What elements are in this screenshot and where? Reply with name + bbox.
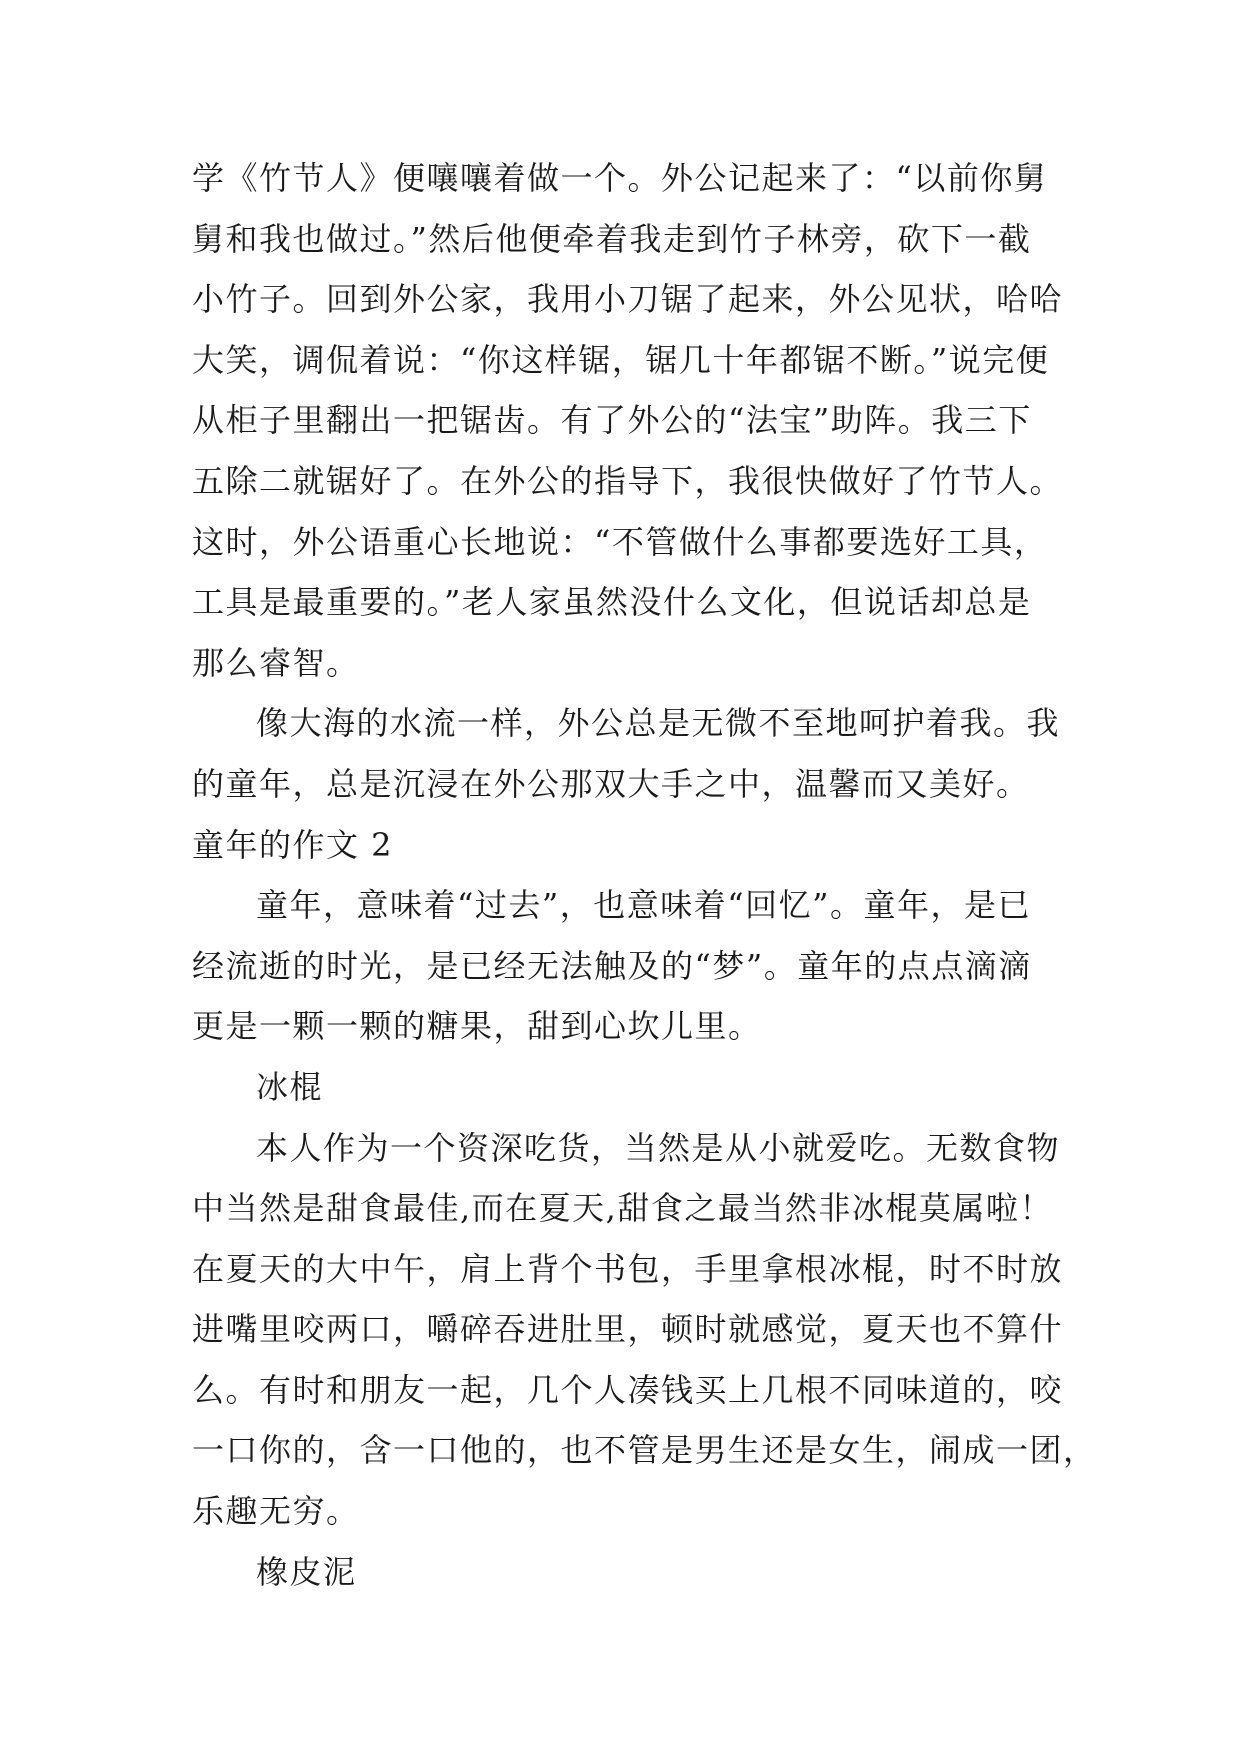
text-line: 舅和我也做过。”然后他便牵着我走到竹子林旁，砍下一截 [192, 219, 1032, 258]
text-line: 大笑，调侃着说：“你这样锯，锯几十年都锯不断。”说完便 [192, 340, 1050, 379]
text-line: 学《竹节人》便嚷嚷着做一个。外公记起来了：“以前你舅 [192, 159, 1048, 197]
paragraph-start-line: 本人作为一个资深吃货，当然是从小就爱吃。无数食物 [256, 1128, 1061, 1167]
text-line: 这时，外公语重心长地说：“不管做什么事都要选好工具， [192, 522, 1048, 561]
paragraph-start-line: 像大海的水流一样，外公总是无微不至地呵护着我。我 [256, 704, 1061, 743]
paragraph-start-line: 童年，意味着“过去”，也意味着“回忆”。童年，是已 [256, 886, 1031, 925]
text-line: 在夏天的大中午，肩上背个书包，手里拿根冰棍，时不时放 [192, 1249, 1064, 1288]
text-line: 进嘴里咬两口，嚼碎吞进肚里，顿时就感觉，夏天也不算什 [192, 1310, 1064, 1349]
text-line: 更是一颗一颗的糖果，甜到心坎儿里。 [192, 1007, 762, 1046]
text-line: 中当然是甜食最佳,而在夏天,甜食之最当然非冰棍莫属啦！ [192, 1189, 1053, 1228]
text-line: 么。有时和朋友一起，几个人凑钱买上几根不同味道的，咬 [192, 1370, 1064, 1409]
text-line: 的童年，总是沉浸在外公那双大手之中，温馨而又美好。 [192, 764, 1030, 803]
text-line: 经流逝的时光，是已经无法触及的“梦”。童年的点点滴滴 [192, 946, 1032, 985]
document-body [192, 148, 1097, 1602]
text-line: 乐趣无穷。 [192, 1492, 360, 1531]
text-line: 从柜子里翻出一把锯齿。有了外公的“法宝”助阵。我三下 [192, 401, 1032, 440]
subheading: 冰棍 [256, 1067, 324, 1106]
text-line: 小竹子。回到外公家，我用小刀锯了起来，外公见状，哈哈 [192, 280, 1064, 319]
text-line: 那么睿智。 [192, 643, 360, 682]
text-line: 一口你的，含一口他的，也不管是男生还是女生，闹成一团， [192, 1431, 1097, 1470]
subheading: 橡皮泥 [256, 1552, 357, 1591]
text-line: 五除二就锯好了。在外公的指导下，我很快做好了竹节人。 [192, 461, 1064, 500]
section-title: 童年的作文 2 [192, 825, 394, 864]
text-line: 工具是最重要的。”老人家虽然没什么文化，但说话却总是 [192, 583, 1032, 622]
